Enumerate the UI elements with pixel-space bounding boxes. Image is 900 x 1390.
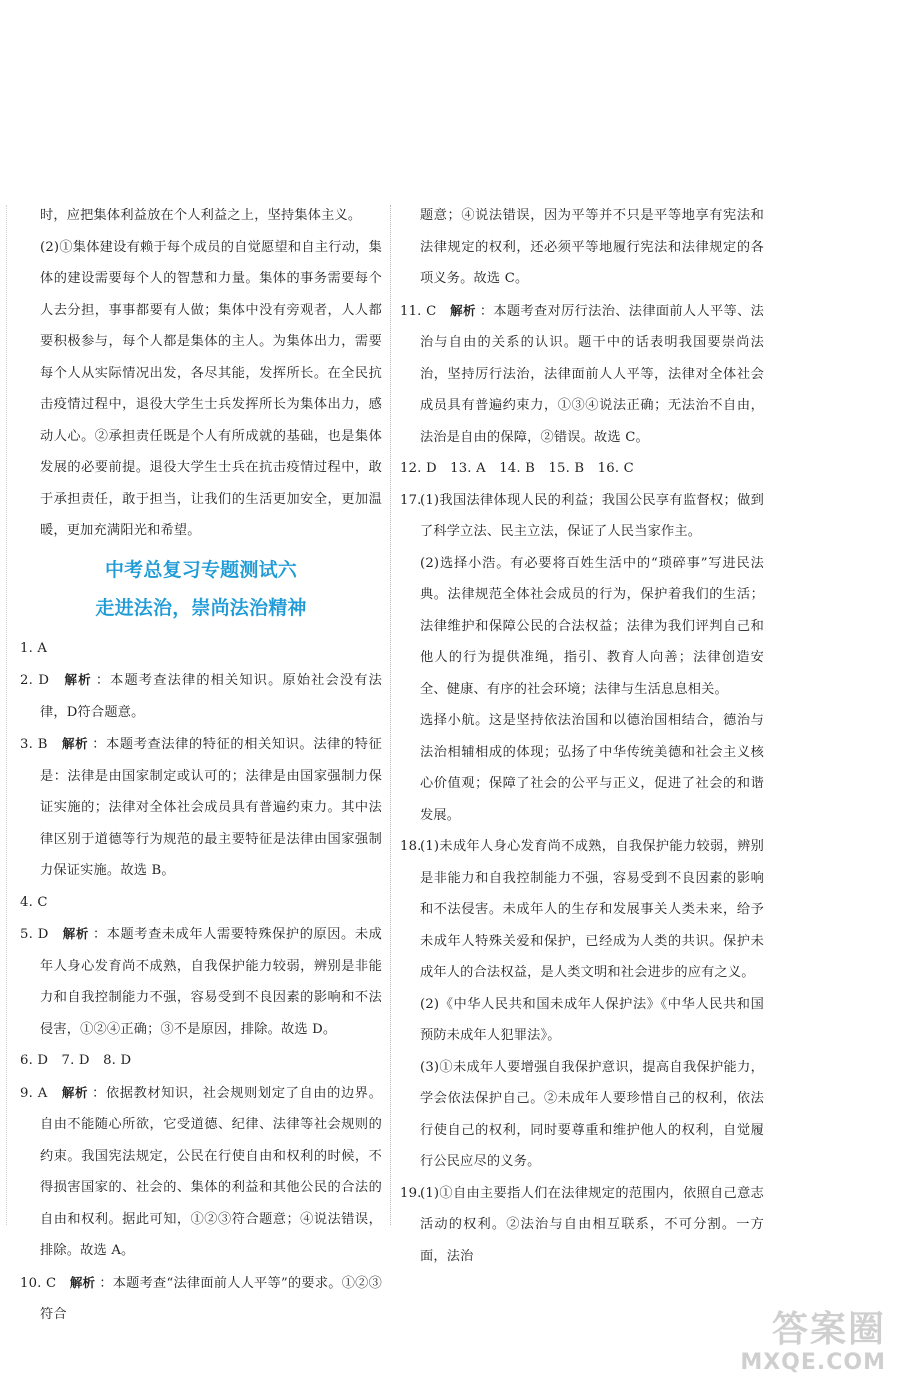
answer-text: ：本题考查对厉行法治、法律面前人人平等、法治与自由的关系的认识。题干中的话表明我国要崇尚法治，坚持厉行法治，法律面前人人平等，法律对全体社会成员具有普遍约束力，①③④说法正确；无法治不自由，法治是自由的保障，②错误。故选 C。 [420, 303, 765, 445]
answer-number: 5. D [20, 927, 49, 942]
left-column [20, 200, 382, 1331]
answer-text: ：本题考查“法律面前人人平等”的要求。①②③符合 [40, 1275, 382, 1322]
answer-number: 19. [400, 1185, 422, 1201]
answer-18-part-2: (2)《中华人民共和国未成年人保护法》《中华人民共和国预防未成年人犯罪法》。 [420, 996, 764, 1043]
answer-5 [20, 918, 382, 1045]
paragraph-collective-building: (2)①集体建设有赖于每个成员的自觉愿望和自主行动，集体的建设需要每个人的智慧和力量。集体的事务需要每个人去分担，事事都要有人做；集体中没有旁观者，人人都要积极参与，每个人都是集体的主人。为集体出力，需要每个人从实际情况出发，各尽其能，发挥所长。在全民抗击疫情过程中，退役大学生士兵发挥所长为集体出力，感动人心。②承担责任既是个人有所成就的基础，也是集体发展的必要前提。退役大学生士兵在抗击疫情过程中，敢于承担责任，敢于担当，让我们的生活更加安全，更加温暖，更加充满阳光和希望。 [40, 239, 382, 538]
answer-10 [20, 1267, 382, 1331]
right-column [400, 200, 764, 1272]
page-edge-rule [6, 205, 7, 1225]
answer-18-part-3: (3)①未成年人要增强自我保护意识，提高自我保护能力，学会依法保护自己。②未成年人要珍惜自己的权利，依法行使自己的权利，同时要尊重和维护他人的权利，自觉履行公民应尽的义务。 [420, 1059, 764, 1169]
heading-title: 中考总复习专题测试六 [104, 558, 297, 581]
answer-10-continued: 题意；④说法错误，因为平等并不只是平等地享有宪法和法律规定的权利，还必须平等地履行宪法和法律规定的各项义务。故选 C。 [420, 208, 764, 286]
answer-17-part-1 [400, 485, 764, 548]
answer-text: (1)我国法律体现人民的利益；我国公民享有监督权；做到了科学立法、民主立法，保证了人民当家作主。 [420, 492, 764, 539]
answer-text: ：本题考查未成年人需要特殊保护的原因。未成年人身心发育尚不成熟，自我保护能力较弱，辨别是非能力和自我控制能力不强，容易受到不良因素的影响和不法侵害，①②④正确；③不是原因，排除。故选 D。 [40, 927, 382, 1037]
answer-text: (1)①自由主要指人们在法律规定的范围内，依照自己意志活动的权利。②法治与自由相互联系，不可分割。一方面，法治 [420, 1185, 764, 1264]
answer-text: ：依据教材知识，社会规则划定了自由的边界。自由不能随心所欲，它受道德、纪律、法律等社会规则的约束。我国宪法规定，公民在行使自由和权利的时候，不得损害国家的、社会的、集体的利益和其他公民的合法的自由和权利。据此可知，①②③符合题意；④说法错误，排除。故选 A。 [40, 1085, 382, 1258]
answer-number: 10. C [20, 1275, 57, 1291]
watermark-domain: MXQE.COM [740, 1350, 886, 1375]
answer-1: 1. A [20, 640, 48, 656]
analysis-label: 解析 [64, 672, 92, 687]
answer-text: (1)未成年人身心发育尚不成熟，自我保护能力较弱，辨别是非能力和自我控制能力不强，容易受到不良因素的影响和不法侵害。未成年人的生存和发展事关人类未来，给予未成年人特殊关爱和保护，已经成为人类的共识。保护未成年人的合法权益，是人类文明和社会进步的应有之义。 [420, 839, 764, 980]
section-heading [20, 551, 382, 627]
answer-text: ：本题考查法律的相关知识。原始社会没有法律，D符合题意。 [40, 673, 383, 720]
analysis-label: 解析 [450, 302, 476, 318]
answer-number: 11. C [400, 303, 437, 319]
watermark-logo-text: 答案圈 [771, 1309, 886, 1350]
answer-number: 9. A [20, 1085, 48, 1101]
column-divider [390, 205, 391, 1225]
answer-11 [400, 295, 764, 454]
answer-3 [20, 728, 382, 887]
analysis-label: 解析 [61, 736, 89, 751]
answer-2 [20, 664, 382, 728]
answers-12-16: 12. D 13. A 14. B 15. B 16. C [400, 461, 634, 476]
analysis-label: 解析 [62, 926, 89, 941]
analysis-label: 解析 [69, 1274, 96, 1290]
answer-number: 2. D [20, 673, 50, 688]
answer-number: 17. [400, 492, 422, 508]
answers-6-8: 6. D 7. D 8. D [20, 1053, 132, 1068]
answer-17-part-2: (2)选择小浩。有必要将百姓生活中的“琐碎事”写进民法典。法律规范全体社会成员的行为，保护着我们的生活；法律维护和保障公民的合法权益；法律为我们评判自己和他人的行为提供准绳，指引、教育人向善；法律创造安全、健康、有序的社会环境；法律与生活息息相关。 [420, 555, 764, 697]
answer-17-part-3: 选择小航。这是坚持依法治国和以德治国相结合，德治与法治相辅相成的体现；弘扬了中华传统美德和社会主义核心价值观；保障了社会的公平与正义，促进了社会的和谐发展。 [420, 713, 764, 823]
answer-number: 18. [400, 839, 422, 854]
answer-9 [20, 1077, 382, 1267]
answer-4: 4. C [20, 894, 48, 910]
answer-18-part-1 [400, 831, 764, 989]
site-watermark [696, 1310, 886, 1380]
analysis-label: 解析 [61, 1084, 89, 1100]
answer-19-part-1 [400, 1178, 764, 1273]
answer-number: 3. B [20, 737, 48, 752]
paragraph-collective-interest: 时，应把集体利益放在个人利益之上，坚持集体主义。 [40, 208, 362, 223]
answer-text: ：本题考查法律的特征的相关知识。法律的特征是：法律是由国家制定或认可的；法律是由国家强制力保证实施的；法律对全体社会成员具有普遍约束力。其中法律区别于道德等行为规范的最主要特征是法律由国家强制力保证实施。故选 B。 [40, 737, 383, 878]
heading-subtitle: 走进法治，崇尚法治精神 [95, 596, 307, 619]
